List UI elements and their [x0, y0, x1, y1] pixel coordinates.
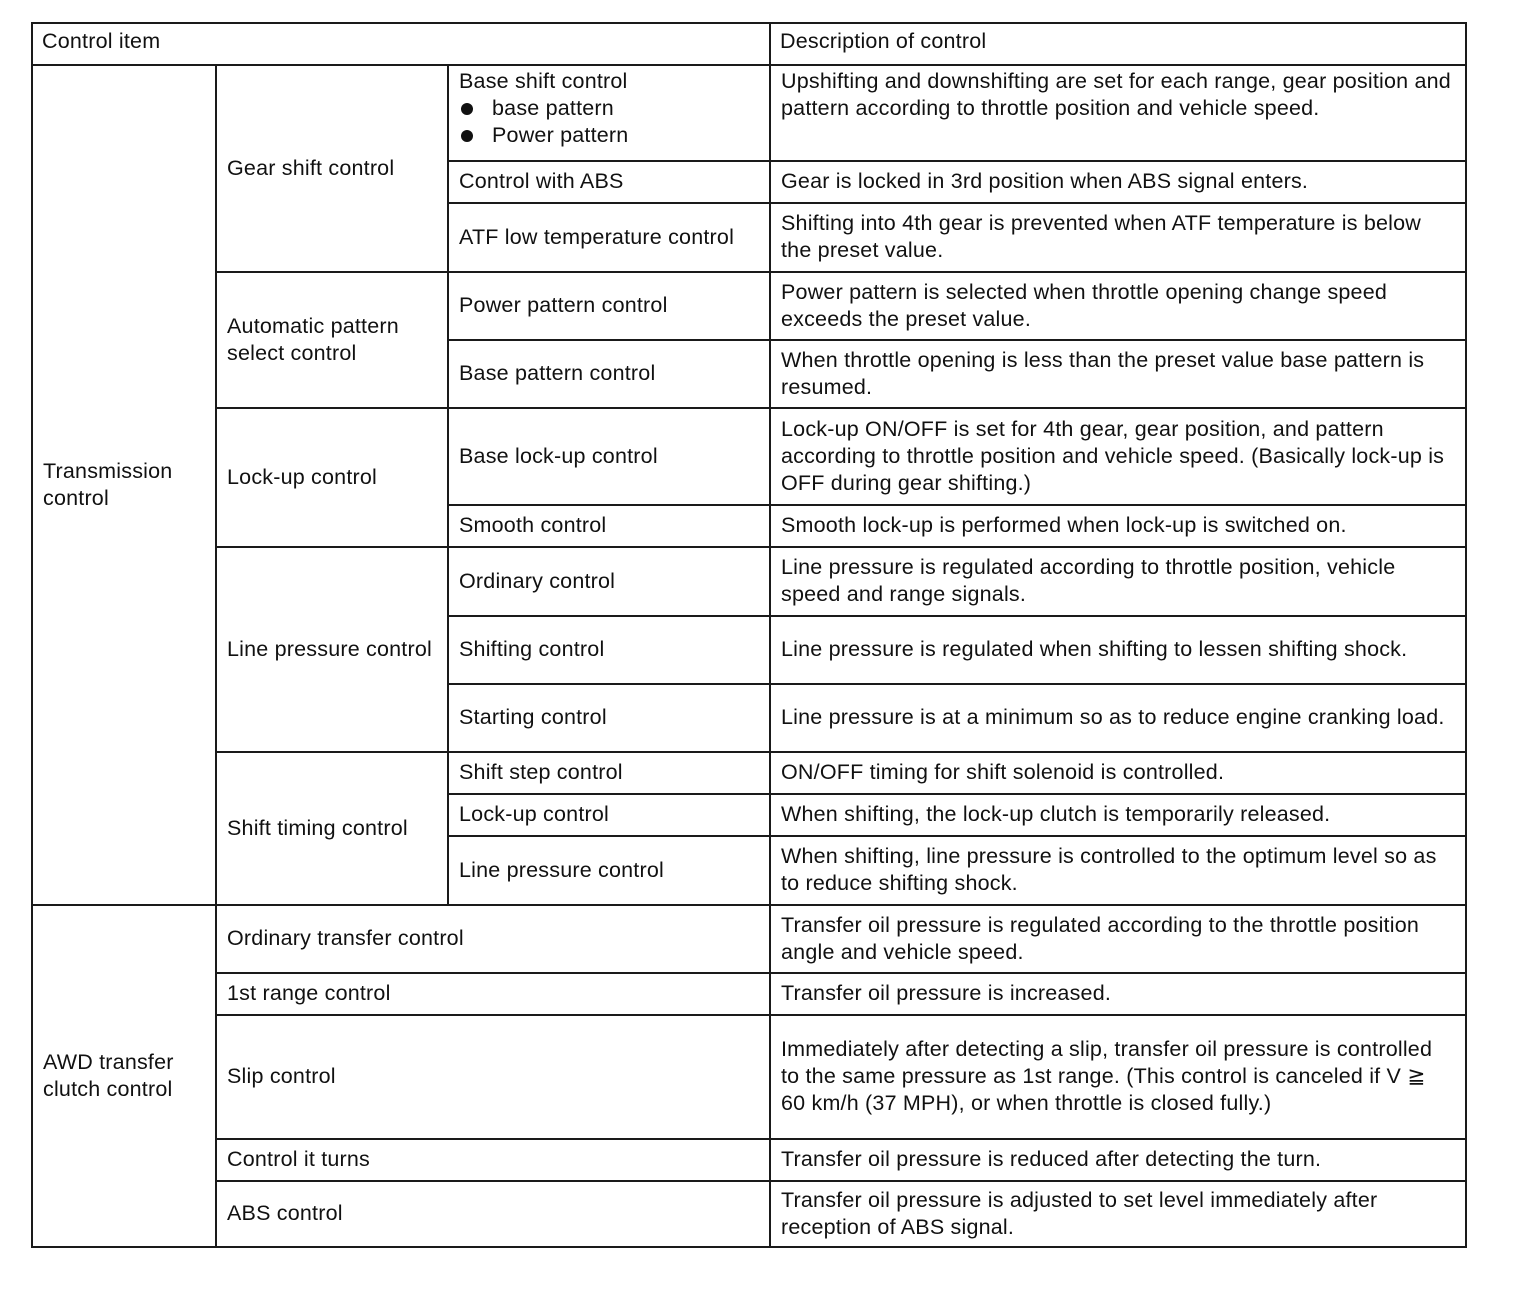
table-row	[32, 272, 1466, 340]
subgroup-line-pressure-control: Line pressure control	[216, 547, 448, 752]
desc-starting-control: Line pressure is at a minimum so as to reduce engine cranking load.	[770, 684, 1466, 752]
header-control-item: Control item	[32, 23, 770, 65]
desc-shifting-control: Line pressure is regulated when shifting to lessen shifting shock.	[770, 616, 1466, 684]
desc-smooth-control: Smooth lock-up is performed when lock-up is switched on.	[770, 505, 1466, 547]
item-abs-control: ABS control	[216, 1181, 770, 1247]
desc-slip-control: Immediately after detecting a slip, transfer oil pressure is controlled to the same pressure as 1st range. (This control is canceled if V ≧ 60 km/h (37 MPH), or when throttle is closed fully.)	[770, 1015, 1466, 1139]
desc-power-pattern-control: Power pattern is selected when throttle opening change speed exceeds the preset value.	[770, 272, 1466, 340]
desc-base-shift-control: Upshifting and downshifting are set for each range, gear position and pattern according to throttle position and vehicle speed.	[770, 65, 1466, 161]
control-table	[31, 22, 1467, 1248]
pattern-bullet-list	[459, 95, 759, 149]
desc-ordinary-control: Line pressure is regulated according to throttle position, vehicle speed and range signals.	[770, 547, 1466, 616]
item-ordinary-transfer-control: Ordinary transfer control	[216, 905, 770, 973]
desc-ordinary-transfer-control: Transfer oil pressure is regulated according to the throttle position angle and vehicle speed.	[770, 905, 1466, 973]
item-slip-control: Slip control	[216, 1015, 770, 1139]
group-awd-transfer-clutch-control: AWD transfer clutch control	[32, 905, 216, 1247]
table-row	[32, 752, 1466, 794]
desc-control-with-abs: Gear is locked in 3rd position when ABS signal enters.	[770, 161, 1466, 203]
desc-base-lock-up-control: Lock-up ON/OFF is set for 4th gear, gear position, and pattern according to throttle position and vehicle speed. (Basically lock-up is OFF during gear shifting.)	[770, 408, 1466, 505]
item-base-shift-title: Base shift control	[459, 69, 628, 93]
subgroup-automatic-pattern-select-control: Automatic pattern select control	[216, 272, 448, 408]
item-timing-line-pressure-control: Line pressure control	[448, 836, 770, 905]
table-row	[32, 973, 1466, 1015]
bullet-dot-icon	[461, 103, 473, 115]
table-row	[32, 1139, 1466, 1181]
item-starting-control: Starting control	[448, 684, 770, 752]
table-row	[32, 1181, 1466, 1247]
bullet-item: base pattern	[459, 95, 759, 122]
item-base-shift-control	[448, 65, 770, 161]
desc-control-it-turns: Transfer oil pressure is reduced after detecting the turn.	[770, 1139, 1466, 1181]
item-base-lock-up-control: Base lock-up control	[448, 408, 770, 505]
item-atf-low-temperature-control: ATF low temperature control	[448, 203, 770, 272]
table-row	[32, 547, 1466, 616]
item-smooth-control: Smooth control	[448, 505, 770, 547]
desc-timing-lock-up-control: When shifting, the lock-up clutch is temporarily released.	[770, 794, 1466, 836]
item-base-pattern-control: Base pattern control	[448, 340, 770, 408]
table-row	[32, 905, 1466, 973]
item-1st-range-control: 1st range control	[216, 973, 770, 1015]
table-header-row	[32, 23, 1466, 65]
item-control-with-abs: Control with ABS	[448, 161, 770, 203]
desc-timing-line-pressure-control: When shifting, line pressure is controlled to the optimum level so as to reduce shifting shock.	[770, 836, 1466, 905]
item-power-pattern-control: Power pattern control	[448, 272, 770, 340]
subgroup-lock-up-control: Lock-up control	[216, 408, 448, 547]
table-row	[32, 65, 1466, 161]
item-control-it-turns: Control it turns	[216, 1139, 770, 1181]
group-transmission-control: Transmission control	[32, 65, 216, 905]
subgroup-gear-shift-control: Gear shift control	[216, 65, 448, 272]
desc-abs-control: Transfer oil pressure is adjusted to set level immediately after reception of ABS signal.	[770, 1181, 1466, 1247]
subgroup-shift-timing-control: Shift timing control	[216, 752, 448, 905]
desc-base-pattern-control: When throttle opening is less than the preset value base pattern is resumed.	[770, 340, 1466, 408]
item-timing-lock-up-control: Lock-up control	[448, 794, 770, 836]
item-shift-step-control: Shift step control	[448, 752, 770, 794]
bullet-dot-icon	[461, 130, 473, 142]
bullet-item: Power pattern	[459, 122, 759, 149]
table-row	[32, 1015, 1466, 1139]
item-ordinary-control: Ordinary control	[448, 547, 770, 616]
item-shifting-control: Shifting control	[448, 616, 770, 684]
header-description: Description of control	[770, 23, 1466, 65]
desc-shift-step-control: ON/OFF timing for shift solenoid is controlled.	[770, 752, 1466, 794]
desc-atf-low-temperature-control: Shifting into 4th gear is prevented when ATF temperature is below the preset value.	[770, 203, 1466, 272]
desc-1st-range-control: Transfer oil pressure is increased.	[770, 973, 1466, 1015]
table-row	[32, 408, 1466, 505]
